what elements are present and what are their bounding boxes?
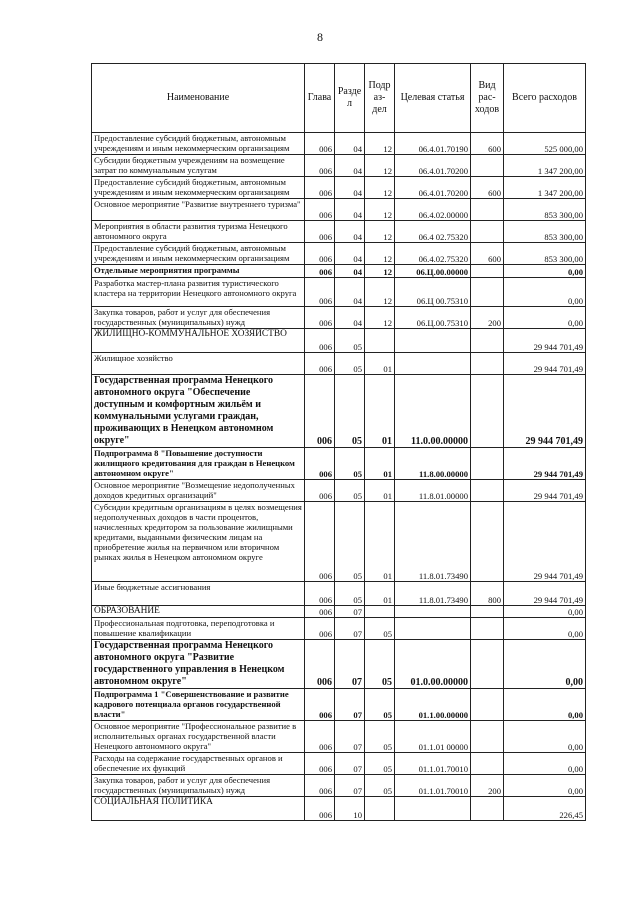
row-vid xyxy=(471,618,504,640)
row-glava: 006 xyxy=(305,480,335,502)
row-razdel: 05 xyxy=(335,375,365,448)
table-row xyxy=(92,606,586,618)
header-podrazdel: Подр аз- дел xyxy=(365,64,395,133)
row-podrazdel: 12 xyxy=(365,177,395,199)
row-razdel: 04 xyxy=(335,278,365,307)
row-name: Основное мероприятие "Возмещение недополученных доходов кредитных организаций" xyxy=(92,480,305,502)
row-glava: 006 xyxy=(305,797,335,821)
row-celevaya: 11.8.01.73490 xyxy=(395,502,471,582)
table-row xyxy=(92,689,586,721)
row-celevaya xyxy=(395,353,471,375)
row-total: 0,00 xyxy=(504,640,586,689)
row-total: 853 300,00 xyxy=(504,199,586,221)
row-name: Разработка мастер-плана развития туристического кластера на территории Ненецкого автономного округа xyxy=(92,278,305,307)
row-name: Основное мероприятие "Развитие внутреннего туризма" xyxy=(92,199,305,221)
row-razdel: 04 xyxy=(335,133,365,155)
row-podrazdel xyxy=(365,329,395,353)
row-razdel: 07 xyxy=(335,721,365,753)
row-razdel: 04 xyxy=(335,199,365,221)
row-vid xyxy=(471,221,504,243)
row-glava: 006 xyxy=(305,221,335,243)
row-vid: 600 xyxy=(471,243,504,265)
row-podrazdel xyxy=(365,797,395,821)
row-name: Государственная программа Ненецкого автономного округа "Развитие государственного управления в Ненецком автономном округе" xyxy=(92,640,305,689)
table-row xyxy=(92,243,586,265)
row-vid: 800 xyxy=(471,582,504,606)
row-name: Предоставление субсидий бюджетным, автономным учреждениям и иным некоммерческим организациям xyxy=(92,243,305,265)
row-glava: 006 xyxy=(305,133,335,155)
row-celevaya: 01.1.01.70010 xyxy=(395,775,471,797)
table-header-row xyxy=(92,64,586,133)
row-name: Иные бюджетные ассигнования xyxy=(92,582,305,606)
row-podrazdel: 01 xyxy=(365,582,395,606)
table-row xyxy=(92,353,586,375)
row-glava: 006 xyxy=(305,265,335,278)
row-name: Закупка товаров, работ и услуг для обеспечения государственных (муниципальных) нужд xyxy=(92,307,305,329)
row-celevaya: 11.8.00.00000 xyxy=(395,448,471,480)
row-celevaya: 01.1.01 00000 xyxy=(395,721,471,753)
row-razdel: 07 xyxy=(335,606,365,618)
row-glava: 006 xyxy=(305,775,335,797)
row-celevaya xyxy=(395,606,471,618)
table-row xyxy=(92,618,586,640)
row-name: Предоставление субсидий бюджетным, автономным учреждениям и иным некоммерческим организациям xyxy=(92,177,305,199)
table-row xyxy=(92,375,586,448)
row-podrazdel: 05 xyxy=(365,640,395,689)
row-glava: 006 xyxy=(305,353,335,375)
row-total: 0,00 xyxy=(504,775,586,797)
row-podrazdel: 01 xyxy=(365,353,395,375)
row-podrazdel: 05 xyxy=(365,721,395,753)
row-name: ОБРАЗОВАНИЕ xyxy=(92,606,305,618)
header-total: Всего расходов xyxy=(504,64,586,133)
row-razdel: 10 xyxy=(335,797,365,821)
row-name: Профессиональная подготовка, переподготовка и повышение квалификации xyxy=(92,618,305,640)
header-celevaya-statya: Целевая статья xyxy=(395,64,471,133)
row-vid xyxy=(471,606,504,618)
row-razdel: 04 xyxy=(335,177,365,199)
row-vid xyxy=(471,375,504,448)
row-vid xyxy=(471,480,504,502)
table-row xyxy=(92,721,586,753)
row-total: 29 944 701,49 xyxy=(504,353,586,375)
table-row xyxy=(92,329,586,353)
row-vid xyxy=(471,448,504,480)
row-glava: 006 xyxy=(305,753,335,775)
header-name: Наименование xyxy=(92,64,305,133)
row-total: 853 300,00 xyxy=(504,221,586,243)
row-celevaya: 11.8.01.00000 xyxy=(395,480,471,502)
row-total: 0,00 xyxy=(504,618,586,640)
row-total: 1 347 200,00 xyxy=(504,155,586,177)
row-razdel: 05 xyxy=(335,480,365,502)
row-vid xyxy=(471,721,504,753)
row-podrazdel xyxy=(365,606,395,618)
row-glava: 006 xyxy=(305,721,335,753)
table-row xyxy=(92,797,586,821)
row-glava: 006 xyxy=(305,640,335,689)
row-glava: 006 xyxy=(305,606,335,618)
row-vid xyxy=(471,797,504,821)
row-name: Основное мероприятие "Профессиональное развитие в исполнительных органах государственной власти Ненецкого автономного округа" xyxy=(92,721,305,753)
row-vid xyxy=(471,199,504,221)
table-row xyxy=(92,582,586,606)
row-glava: 006 xyxy=(305,582,335,606)
row-vid xyxy=(471,502,504,582)
row-vid xyxy=(471,353,504,375)
row-celevaya: 06.4.02.75320 xyxy=(395,243,471,265)
row-total: 0,00 xyxy=(504,278,586,307)
row-razdel: 05 xyxy=(335,502,365,582)
table-row xyxy=(92,221,586,243)
row-name: ЖИЛИЩНО-КОММУНАЛЬНОЕ ХОЗЯЙСТВО xyxy=(92,329,305,353)
row-podrazdel: 12 xyxy=(365,307,395,329)
table-row xyxy=(92,307,586,329)
row-glava: 006 xyxy=(305,448,335,480)
row-total: 525 000,00 xyxy=(504,133,586,155)
row-vid: 600 xyxy=(471,133,504,155)
row-total: 0,00 xyxy=(504,307,586,329)
table-row xyxy=(92,265,586,278)
row-total: 853 300,00 xyxy=(504,243,586,265)
row-celevaya: 11.0.00.00000 xyxy=(395,375,471,448)
header-razdel: Разде л xyxy=(335,64,365,133)
row-name: СОЦИАЛЬНАЯ ПОЛИТИКА xyxy=(92,797,305,821)
row-vid: 600 xyxy=(471,177,504,199)
row-total: 29 944 701,49 xyxy=(504,502,586,582)
row-vid xyxy=(471,753,504,775)
table-row xyxy=(92,775,586,797)
row-glava: 006 xyxy=(305,243,335,265)
row-name: Отдельные мероприятия программы xyxy=(92,265,305,278)
row-glava: 006 xyxy=(305,177,335,199)
row-celevaya: 06.4.01.70200 xyxy=(395,177,471,199)
row-name: Подпрограмма 1 "Совершенствование и развитие кадрового потенциала органов государственной власти" xyxy=(92,689,305,721)
row-razdel: 07 xyxy=(335,689,365,721)
row-glava: 006 xyxy=(305,199,335,221)
budget-table xyxy=(91,63,586,821)
row-podrazdel: 05 xyxy=(365,689,395,721)
row-razdel: 04 xyxy=(335,155,365,177)
row-celevaya: 06.4.02.00000 xyxy=(395,199,471,221)
row-glava: 006 xyxy=(305,278,335,307)
row-glava: 006 xyxy=(305,618,335,640)
row-celevaya xyxy=(395,797,471,821)
row-celevaya: 01.1.01.70010 xyxy=(395,753,471,775)
row-name: Субсидии бюджетным учреждениям на возмещение затрат по коммунальным услугам xyxy=(92,155,305,177)
row-vid xyxy=(471,689,504,721)
table-row xyxy=(92,640,586,689)
row-total: 0,00 xyxy=(504,606,586,618)
row-razdel: 04 xyxy=(335,307,365,329)
row-razdel: 07 xyxy=(335,618,365,640)
row-vid: 200 xyxy=(471,775,504,797)
page-number: 8 xyxy=(317,30,323,44)
row-name: Расходы на содержание государственных органов и обеспечение их функций xyxy=(92,753,305,775)
table-row xyxy=(92,199,586,221)
row-razdel: 07 xyxy=(335,775,365,797)
row-total: 29 944 701,49 xyxy=(504,448,586,480)
row-celevaya: 06.4 02.75320 xyxy=(395,221,471,243)
row-podrazdel: 01 xyxy=(365,448,395,480)
row-podrazdel: 12 xyxy=(365,133,395,155)
row-razdel: 04 xyxy=(335,243,365,265)
row-total: 0,00 xyxy=(504,753,586,775)
row-name: Жилищное хозяйство xyxy=(92,353,305,375)
row-total: 29 944 701,49 xyxy=(504,480,586,502)
row-podrazdel: 12 xyxy=(365,265,395,278)
table-row xyxy=(92,502,586,582)
row-razdel: 07 xyxy=(335,753,365,775)
row-total: 29 944 701,49 xyxy=(504,329,586,353)
row-celevaya: 06.Ц 00.75310 xyxy=(395,278,471,307)
row-podrazdel: 01 xyxy=(365,502,395,582)
row-name: Закупка товаров, работ и услуг для обеспечения государственных (муниципальных) нужд xyxy=(92,775,305,797)
row-podrazdel: 05 xyxy=(365,775,395,797)
row-vid xyxy=(471,278,504,307)
row-name: Субсидии кредитным организациям в целях возмещения недополученных доходов в части процентов, начисленных кредитором за пользование жилищными кредитами, выданными физическим лицам на приобретение жилья на первичном или вторичном рынках жилья в Ненецком автономном округе xyxy=(92,502,305,582)
row-total: 29 944 701,49 xyxy=(504,375,586,448)
row-podrazdel: 01 xyxy=(365,480,395,502)
row-razdel: 05 xyxy=(335,329,365,353)
row-total: 0,00 xyxy=(504,265,586,278)
row-total: 1 347 200,00 xyxy=(504,177,586,199)
row-razdel: 05 xyxy=(335,582,365,606)
row-name: Мероприятия в области развития туризма Ненецкого автономного округа xyxy=(92,221,305,243)
row-celevaya xyxy=(395,618,471,640)
row-podrazdel: 05 xyxy=(365,753,395,775)
table-row xyxy=(92,177,586,199)
table-row xyxy=(92,753,586,775)
row-celevaya: 06.Ц.00.75310 xyxy=(395,307,471,329)
row-podrazdel: 12 xyxy=(365,155,395,177)
row-glava: 006 xyxy=(305,502,335,582)
header-glava: Глава xyxy=(305,64,335,133)
row-celevaya: 01.0.00.00000 xyxy=(395,640,471,689)
row-celevaya: 06.4.01.70190 xyxy=(395,133,471,155)
row-vid xyxy=(471,640,504,689)
row-glava: 006 xyxy=(305,689,335,721)
table-row xyxy=(92,480,586,502)
row-razdel: 04 xyxy=(335,221,365,243)
row-glava: 006 xyxy=(305,155,335,177)
row-podrazdel: 12 xyxy=(365,278,395,307)
row-vid: 200 xyxy=(471,307,504,329)
row-glava: 006 xyxy=(305,375,335,448)
row-glava: 006 xyxy=(305,307,335,329)
row-total: 29 944 701,49 xyxy=(504,582,586,606)
row-celevaya: 11.8.01.73490 xyxy=(395,582,471,606)
row-podrazdel: 12 xyxy=(365,221,395,243)
row-vid xyxy=(471,265,504,278)
header-vid-rashodov: Вид рас- ходов xyxy=(471,64,504,133)
row-celevaya: 01.1.00.00000 xyxy=(395,689,471,721)
row-razdel: 04 xyxy=(335,265,365,278)
row-name: Подпрограмма 8 "Повышение доступности жилищного кредитования для граждан в Ненецком автономном округе" xyxy=(92,448,305,480)
row-total: 226,45 xyxy=(504,797,586,821)
row-razdel: 05 xyxy=(335,448,365,480)
row-podrazdel: 05 xyxy=(365,618,395,640)
row-razdel: 07 xyxy=(335,640,365,689)
row-total: 0,00 xyxy=(504,721,586,753)
table-row xyxy=(92,278,586,307)
row-podrazdel: 12 xyxy=(365,199,395,221)
row-name: Государственная программа Ненецкого автономного округа "Обеспечение доступным и комфортным жильём и коммунальными услугами граждан, проживающих в Ненецком автономном округе" xyxy=(92,375,305,448)
row-razdel: 05 xyxy=(335,353,365,375)
row-celevaya: 06.4.01.70200 xyxy=(395,155,471,177)
table-row xyxy=(92,155,586,177)
row-podrazdel: 12 xyxy=(365,243,395,265)
row-vid xyxy=(471,155,504,177)
row-glava: 006 xyxy=(305,329,335,353)
table-row xyxy=(92,448,586,480)
row-vid xyxy=(471,329,504,353)
row-name: Предоставление субсидий бюджетным, автономным учреждениям и иным некоммерческим организациям xyxy=(92,133,305,155)
row-celevaya xyxy=(395,329,471,353)
row-podrazdel: 01 xyxy=(365,375,395,448)
row-total: 0,00 xyxy=(504,689,586,721)
table-row xyxy=(92,133,586,155)
row-celevaya: 06.Ц.00.00000 xyxy=(395,265,471,278)
